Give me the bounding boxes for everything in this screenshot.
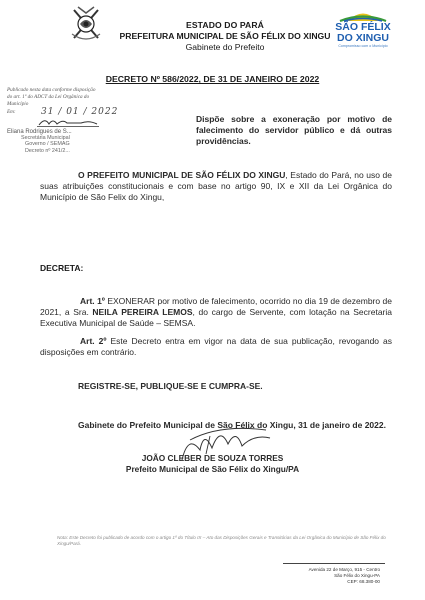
stamp-line-4: Em: xyxy=(7,108,16,115)
article-2-text: Este Decreto entra em vigor na data de sua publicação, revogando as disposições em contrário. xyxy=(40,336,392,357)
publication-stamp xyxy=(7,87,147,177)
state-name: ESTADO DO PARÁ xyxy=(186,20,264,30)
stamp-signer-role-1: Secretária Municipal xyxy=(21,135,70,142)
handwritten-date: 31 / 01 / 2022 xyxy=(41,107,119,117)
brand-slogan: Compromisso com o Município xyxy=(338,44,388,48)
address-line-2: São Félix do Xingu-PA xyxy=(334,572,380,578)
decreta-heading: DECRETA: xyxy=(40,263,84,273)
article-1-name: NEILA PEREIRA LEMOS xyxy=(92,307,193,317)
sunrise-logo-icon xyxy=(330,8,396,22)
article-2-label: Art. 2º xyxy=(80,336,107,346)
article-1-text-a: EXONERAR por motivo de falecimento, ocorrido no dia 19 de dezembro de 2021, a Sra. xyxy=(40,296,392,317)
office-name: Gabinete do Prefeito xyxy=(185,42,265,52)
place-and-date: Gabinete do Prefeito Municipal de São Félix do Xingu, 31 de janeiro de 2022. xyxy=(78,420,386,430)
stamp-signature-icon xyxy=(37,116,107,128)
stamp-signer-name: Eliana Rodrigues de S... xyxy=(7,129,72,135)
stamp-signer-role-3: Decreto nº 241/2... xyxy=(25,147,70,154)
address-line-3: CEP: 68.380-00 xyxy=(347,578,380,584)
article-1-label: Art. 1º xyxy=(80,296,105,306)
coat-of-arms-icon xyxy=(66,4,106,44)
decree-title: DECRETO Nº 586/2022, DE 31 DE JANEIRO DE 2022 xyxy=(105,74,320,84)
stamp-line-1: Publicado nesta data conforme disposição xyxy=(7,87,96,93)
stamp-signer-box xyxy=(7,129,87,154)
closing-formula: REGISTRE-SE, PUBLIQUE-SE E CUMPRA-SE. xyxy=(78,381,263,391)
address-line-1: Avenida 22 de Março, 915 - Centro xyxy=(308,567,380,572)
article-1-text-b: , do cargo de Servente, com lotação na Secretaria Executiva Municipal de Saúde – SEMSA. xyxy=(40,307,392,328)
preamble-paragraph xyxy=(40,170,392,203)
letterhead xyxy=(110,20,340,52)
brand-line-2: DO XINGU xyxy=(337,31,389,44)
signer-name: JOÃO CLEBER DE SOUZA TORRES xyxy=(141,453,284,463)
footer-divider xyxy=(283,563,385,564)
municipal-brand-logo xyxy=(330,8,396,58)
brand-line-1: SÃO FÉLIX xyxy=(335,21,391,33)
footer-address xyxy=(276,567,380,584)
stamp-line-2: do art. 1º do ADCT da Lei Orgânica do xyxy=(7,94,90,101)
stamp-signer-role-2: Governo / SEMAG xyxy=(25,141,70,148)
article-1 xyxy=(40,296,392,329)
signer-block xyxy=(0,453,425,474)
preamble-authority: O PREFEITO MUNICIPAL DE SÃO FÉLIX DO XINGU xyxy=(78,170,286,180)
footer-note: Nota: Este Decreto foi publicado de acordo com o artigo 1º do Título IX – Ato das Disposições Gerais e Transitórias da Lei Orgânica do Município de São Félix do Xingu/Pará. xyxy=(57,535,386,546)
signer-title: Prefeito Municipal de São Félix do Xingu/PA xyxy=(125,463,300,474)
stamp-line-3: Município xyxy=(7,101,29,108)
preamble-text: , Estado do Pará, no uso de suas atribuições constitucionais e com base no artigo 90, IX e XII da Lei Orgânica do Município de São Felix do Xingu, xyxy=(40,170,392,202)
article-2 xyxy=(40,336,392,358)
decree-summary: Dispõe sobre a exoneração por motivo de falecimento do servidor público e dá outras providências. xyxy=(196,114,392,146)
prefecture-name: PREFEITURA MUNICIPAL DE SÃO FÉLIX DO XINGU xyxy=(119,31,331,41)
